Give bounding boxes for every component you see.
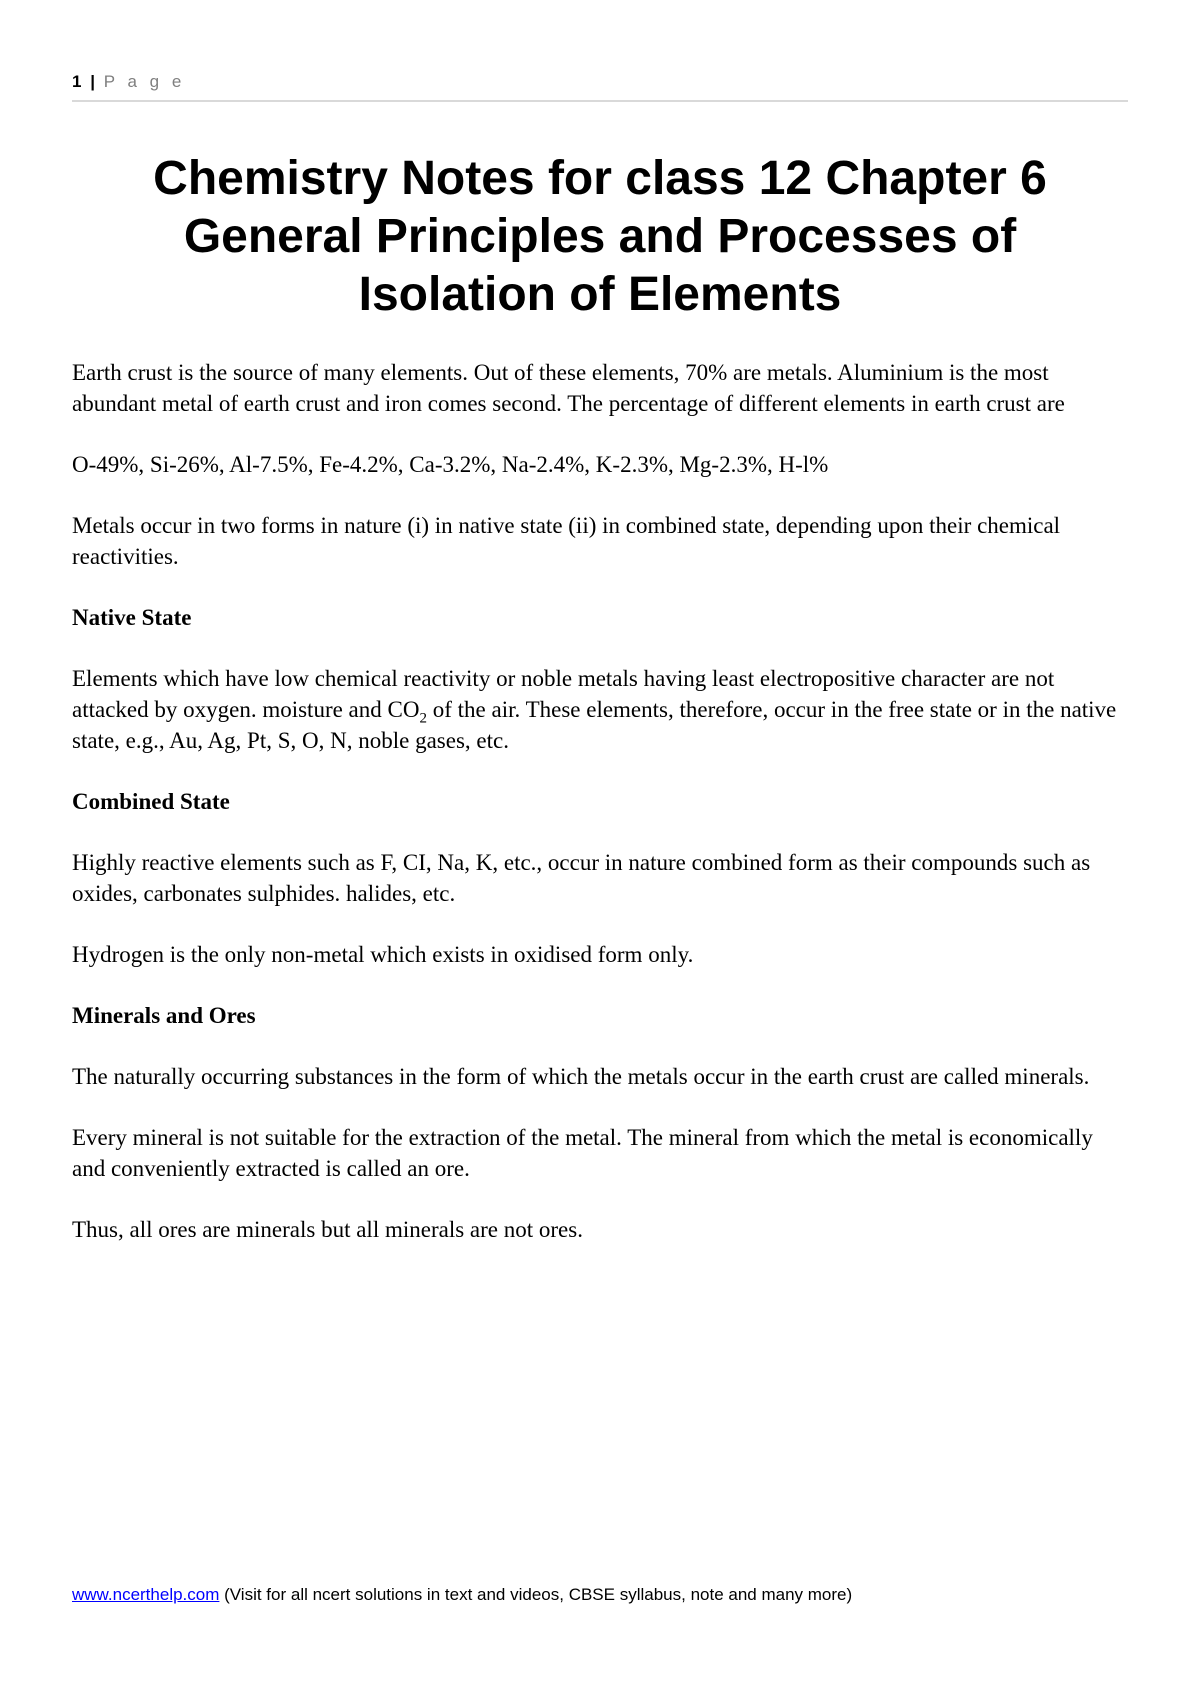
website-link[interactable]: www.ncerthelp.com xyxy=(72,1585,220,1604)
ore-paragraph: Every mineral is not suitable for the extraction of the metal. The mineral from which the metal is economically and conveniently extracted is called an ore. xyxy=(72,1125,1093,1181)
native-text-after: of the air. These elements, therefore, occur in the free state or in the native state, e.g., Au, Ag, Pt, S, O, N, noble gases, etc. xyxy=(72,697,1117,753)
title-line-3: Isolation of Elements xyxy=(358,268,842,321)
co2-subscript: 2 xyxy=(419,710,427,727)
element-percentages: O-49%, Si-26%, Al-7.5%, Fe-4.2%, Ca-3.2%, Na-2.4%, K-2.3%, Mg-2.3%, H-l% xyxy=(72,452,829,477)
page-header xyxy=(72,72,1128,102)
hydrogen-paragraph: Hydrogen is the only non-metal which exists in oxidised form only. xyxy=(72,942,694,967)
document-body xyxy=(72,357,1128,1275)
footer-note: (Visit for all ncert solutions in text and videos, CBSE syllabus, note and many more) xyxy=(219,1585,853,1604)
page-separator: | xyxy=(90,72,95,91)
combined-state-heading: Combined State xyxy=(72,789,230,814)
native-text-before: Elements which have low chemical reactivity or noble metals having least electropositive character are not attacked by oxygen. moisture and CO xyxy=(72,666,1055,722)
metal-forms-paragraph: Metals occur in two forms in nature (i) in native state (ii) in combined state, depending upon their chemical reactivities. xyxy=(72,513,1061,569)
page-word: P a g e xyxy=(103,72,186,91)
page-number: 1 xyxy=(72,72,82,91)
native-state-heading: Native State xyxy=(72,605,192,630)
minerals-paragraph: The naturally occurring substances in the form of which the metals occur in the earth crust are called minerals. xyxy=(72,1064,1090,1089)
document-title xyxy=(72,150,1128,324)
intro-paragraph: Earth crust is the source of many elements. Out of these elements, 70% are metals. Aluminium is the most abundant metal of earth crust and iron comes second. The percentage of different elements in earth crust are xyxy=(72,360,1065,416)
minerals-ores-heading: Minerals and Ores xyxy=(72,1003,256,1028)
title-line-2: General Principles and Processes of xyxy=(183,210,1017,263)
title-line-1: Chemistry Notes for class 12 Chapter 6 xyxy=(153,152,1047,205)
combined-state-paragraph: Highly reactive elements such as F, CI, Na, K, etc., occur in nature combined form as their compounds such as oxides, carbonates sulphides. halides, etc. xyxy=(72,850,1091,906)
page-footer xyxy=(72,1585,1128,1605)
conclusion-paragraph: Thus, all ores are minerals but all minerals are not ores. xyxy=(72,1217,583,1242)
native-state-paragraph xyxy=(72,663,1128,756)
